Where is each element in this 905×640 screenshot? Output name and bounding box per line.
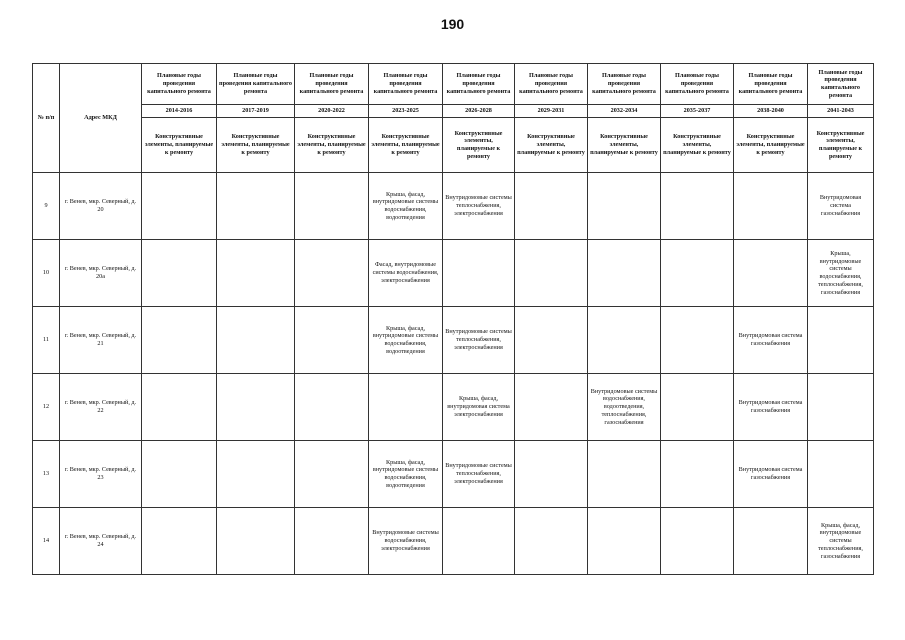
repair-cell: Внутридомовые системы водоснабжения, водоотведения, теплоснабжения, газоснабжения [588, 374, 661, 441]
repair-cell [588, 240, 661, 307]
repair-cell: Внутридомовая система газоснабжения [808, 173, 874, 240]
repair-cell [661, 173, 734, 240]
repair-cell [588, 307, 661, 374]
period-years: 2035-2037 [661, 105, 734, 118]
repair-cell [808, 374, 874, 441]
num-header: № п/п [33, 64, 60, 173]
table-row [33, 374, 874, 441]
period-years: 2014-2016 [142, 105, 217, 118]
period-years: 2032-2034 [588, 105, 661, 118]
repair-cell [734, 173, 808, 240]
repair-cell [515, 173, 588, 240]
period-years: 2029-2031 [515, 105, 588, 118]
row-address: г. Венев, мкр. Северный, д. 21 [60, 307, 142, 374]
table-row [33, 240, 874, 307]
repair-cell: Внутридомовая система газоснабжения [734, 307, 808, 374]
row-address: г. Венев, мкр. Северный, д. 24 [60, 508, 142, 575]
period-title: Плановые годы проведения капитального ремонта [295, 64, 369, 105]
repair-cell: Внутридомовая система газоснабжения [734, 441, 808, 508]
period-subheader: Конструктивные элементы, планируемые к ремонту [217, 118, 295, 173]
row-address: г. Венев, мкр. Северный, д. 22 [60, 374, 142, 441]
repair-cell [142, 374, 217, 441]
period-title: Плановые годы проведения капитального ремонта [588, 64, 661, 105]
repair-cell [142, 240, 217, 307]
period-title: Плановые годы проведения капитального ремонта [217, 64, 295, 105]
repair-cell: Фасад, внутридомовые системы водоснабжения, электроснабжения [369, 240, 443, 307]
repair-cell [142, 441, 217, 508]
repair-cell [295, 240, 369, 307]
repair-cell [142, 307, 217, 374]
period-title: Плановые годы проведения капитального ремонта [142, 64, 217, 105]
row-number: 14 [33, 508, 60, 575]
period-subheader: Конструктивные элементы, планируемые к ремонту [295, 118, 369, 173]
repair-cell [588, 173, 661, 240]
repair-cell [142, 508, 217, 575]
period-subheader: Конструктивные элементы, планируемые к ремонту [734, 118, 808, 173]
repair-cell [217, 173, 295, 240]
period-years: 2017-2019 [217, 105, 295, 118]
repair-cell [588, 508, 661, 575]
period-years: 2038-2040 [734, 105, 808, 118]
repair-cell [515, 374, 588, 441]
repair-cell [588, 441, 661, 508]
repair-cell: Крыша, фасад, внутридомовые системы водоснабжения, водоотведения [369, 307, 443, 374]
period-years: 2041-2043 [808, 105, 874, 118]
period-subheader: Конструктивные элементы, планируемые к ремонту [661, 118, 734, 173]
row-number: 11 [33, 307, 60, 374]
period-title: Плановые годы проведения капитального ремонта [369, 64, 443, 105]
repair-cell [217, 307, 295, 374]
header-years-row [33, 105, 874, 118]
repair-cell [295, 374, 369, 441]
address-header: Адрес МКД [60, 64, 142, 173]
repair-cell [808, 307, 874, 374]
period-years: 2023-2025 [369, 105, 443, 118]
period-title: Плановые годы проведения капитального ремонта [661, 64, 734, 105]
repair-cell [217, 441, 295, 508]
period-title: Плановые годы проведения капитального ремонта [734, 64, 808, 105]
repair-cell: Крыша, фасад, внутридомовые системы водоснабжения, водоотведения [369, 441, 443, 508]
period-years: 2026-2028 [443, 105, 515, 118]
repair-cell [295, 307, 369, 374]
row-address: г. Венев, мкр. Северный, д. 20а [60, 240, 142, 307]
period-subheader: Конструктивные элементы, планируемые к ремонту [515, 118, 588, 173]
period-subheader: Конструктивные элементы, планируемые к ремонту [142, 118, 217, 173]
repair-cell [295, 173, 369, 240]
repair-cell: Крыша, фасад, внутридомовая система электроснабжения [443, 374, 515, 441]
row-number: 12 [33, 374, 60, 441]
repair-cell: Внутридомовые системы водоснабжения, электроснабжения [369, 508, 443, 575]
repair-cell [661, 240, 734, 307]
table-row [33, 307, 874, 374]
page-number: 190 [440, 16, 465, 32]
row-address: г. Венев, мкр. Северный, д. 20 [60, 173, 142, 240]
repair-cell [515, 508, 588, 575]
row-address: г. Венев, мкр. Северный, д. 23 [60, 441, 142, 508]
repair-cell: Внутридомовые системы теплоснабжения, электроснабжения [443, 173, 515, 240]
repair-cell [734, 508, 808, 575]
table-row [33, 173, 874, 240]
repair-cell [443, 508, 515, 575]
repair-cell: Крыша, фасад, внутридомовые системы водоснабжения, водоотведения [369, 173, 443, 240]
repair-cell [808, 441, 874, 508]
repair-cell [661, 374, 734, 441]
repair-cell [515, 240, 588, 307]
repair-cell: Внутридомовые системы теплоснабжения, электроснабжения [443, 441, 515, 508]
period-title: Плановые годы проведения капитального ремонта [808, 64, 874, 105]
repair-cell [443, 240, 515, 307]
period-subheader: Конструктивные элементы, планируемые к ремонту [369, 118, 443, 173]
repair-cell: Крыша, фасад, внутридомовые системы теплоснабжения, газоснабжения [808, 508, 874, 575]
repair-cell [515, 307, 588, 374]
row-number: 9 [33, 173, 60, 240]
repair-cell [217, 374, 295, 441]
repair-cell: Внутридомовая система газоснабжения [734, 374, 808, 441]
table-row [33, 508, 874, 575]
repair-cell [661, 441, 734, 508]
repair-cell [217, 508, 295, 575]
capital-repair-table [32, 63, 874, 575]
period-subheader: Конструктивные элементы, планируемые к ремонту [808, 118, 874, 173]
repair-cell [661, 508, 734, 575]
repair-cell [515, 441, 588, 508]
period-years: 2020-2022 [295, 105, 369, 118]
header-title-row [33, 64, 874, 105]
period-title: Плановые годы проведения капитального ремонта [443, 64, 515, 105]
repair-cell [295, 441, 369, 508]
row-number: 13 [33, 441, 60, 508]
repair-cell: Крыша, внутридомовые системы водоснабжения, теплоснабжения, газоснабжения [808, 240, 874, 307]
repair-cell [295, 508, 369, 575]
period-subheader: Конструктивные элементы, планируемые к ремонту [588, 118, 661, 173]
repair-cell: Внутридомовые системы теплоснабжения, электроснабжения [443, 307, 515, 374]
row-number: 10 [33, 240, 60, 307]
repair-cell [142, 173, 217, 240]
period-title: Плановые годы проведения капитального ремонта [515, 64, 588, 105]
table-row [33, 441, 874, 508]
period-subheader: Конструктивные элементы, планируемые к ремонту [443, 118, 515, 173]
repair-cell [661, 307, 734, 374]
repair-cell [734, 240, 808, 307]
repair-cell [369, 374, 443, 441]
repair-cell [217, 240, 295, 307]
header-subheader-row [33, 118, 874, 173]
